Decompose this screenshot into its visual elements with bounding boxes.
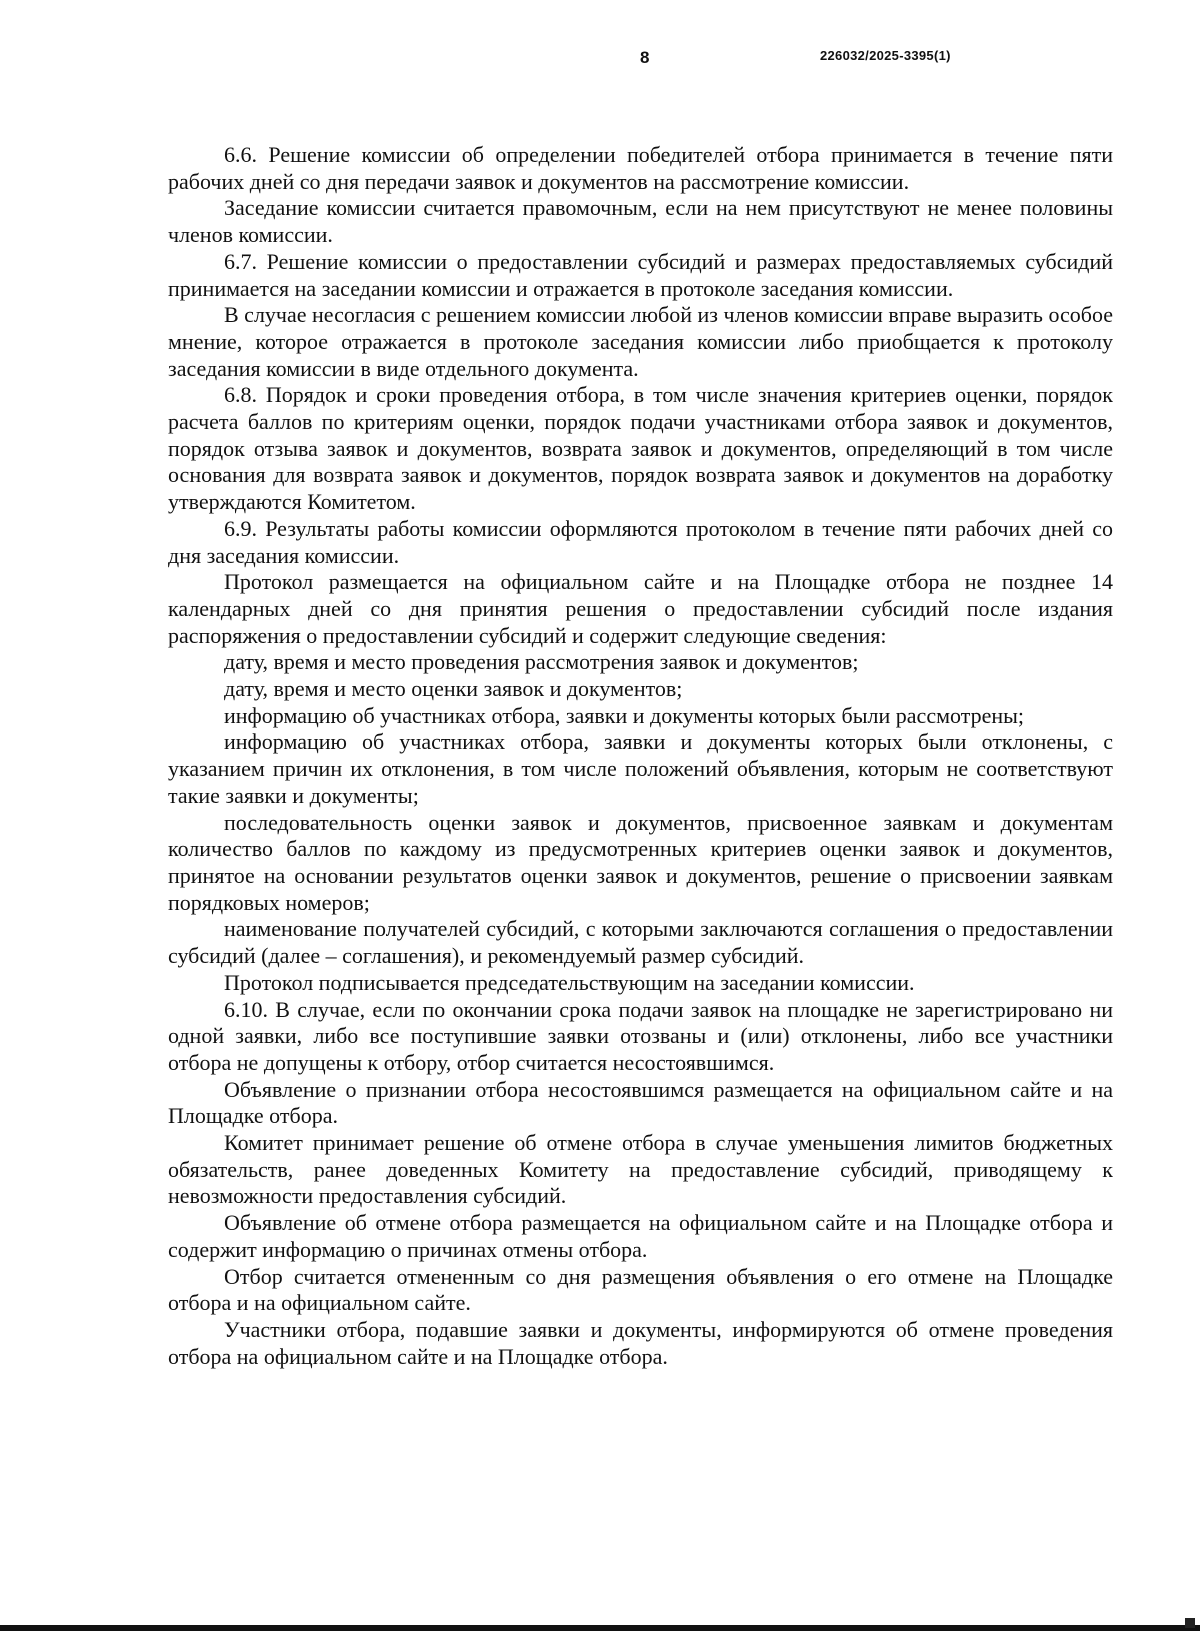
paragraph-protocol-publication: Протокол размещается на официальном сайте и на Площадке отбора не позднее 14 календарных дней со дня принятия решения о предоставлении субсидий после издания распоряжения о предоставлении субсидий и содержит следующие сведения: — [168, 569, 1113, 648]
paragraph-cancellation-decision: Комитет принимает решение об отмене отбора в случае уменьшения лимитов бюджетных обязательств, ранее доведенных Комитету на предоставление субсидий, приводящему к невозможности предоставления субсидий. — [168, 1130, 1113, 1209]
list-item-recipients: наименование получателей субсидий, с которыми заключаются соглашения о предоставлении субсидий (далее – соглашения), и рекомендуемый размер субсидий. — [168, 916, 1113, 969]
paragraph-6-8: 6.8. Порядок и сроки проведения отбора, в том числе значения критериев оценки, порядок расчета баллов по критериям оценки, порядок подачи участниками отбора заявок и документов, порядок отзыва заявок и документов, возврата заявок и документов, определяющий в том числе основания для возврата заявок и документов, порядок возврата заявок и документов на доработку утверждаются Комитетом. — [168, 382, 1113, 515]
paragraph-quorum: Заседание комиссии считается правомочным, если на нем присутствуют не менее половины членов комиссии. — [168, 195, 1113, 248]
paragraph-protocol-signing: Протокол подписывается председательствующим на заседании комиссии. — [224, 969, 915, 995]
document-body — [168, 142, 1113, 1370]
paragraph-cancellation-effective: Отбор считается отмененным со дня размещения объявления о его отмене на Площадке отбора и на официальном сайте. — [168, 1263, 1113, 1316]
scan-edge-line — [0, 1625, 1200, 1631]
paragraph-cancellation-announcement: Объявление об отмене отбора размещается на официальном сайте и на Площадке отбора и содержит информацию о причинах отмены отбора. — [168, 1210, 1113, 1262]
scan-artifact — [1185, 1618, 1195, 1628]
page-number: 8 — [640, 48, 650, 67]
list-item-reviewed-participants: информацию об участниках отбора, заявки и документы которых были рассмотрены; — [224, 702, 1025, 728]
paragraph-dissent: В случае несогласия с решением комиссии любой из членов комиссии вправе выразить особое мнение, которое отражается в протоколе заседания комиссии либо приобщается к протоколу заседания комиссии в виде отдельного документа. — [168, 302, 1113, 381]
document-number: 226032/2025-3395(1) — [820, 48, 951, 63]
paragraph-6-9: 6.9. Результаты работы комиссии оформляются протоколом в течение пяти рабочих дней со дня заседания комиссии. — [168, 515, 1113, 568]
list-item-evaluation-order: последовательность оценки заявок и документов, присвоенное заявкам и документам количество баллов по каждому из предусмотренных критериев оценки заявок и документов, принятое на основании результатов оценки заявок и документов, решение о присвоении заявкам порядковых номеров; — [168, 809, 1113, 915]
paragraph-6-10: 6.10. В случае, если по окончании срока подачи заявок на площадке не зарегистрировано ни одной заявки, либо все поступившие заявки отозваны и (или) отклонены, либо все участники отбора не допущены к отбору, отбор считается несостоявшимся. — [168, 996, 1113, 1075]
paragraph-6-6: 6.6. Решение комиссии об определении победителей отбора принимается в течение пяти рабочих дней со дня передачи заявок и документов на рассмотрение комиссии. — [168, 142, 1113, 194]
list-item-evaluation-date: дату, время и место оценки заявок и документов; — [224, 676, 683, 702]
paragraph-6-7: 6.7. Решение комиссии о предоставлении субсидий и размерах предоставляемых субсидий принимается на заседании комиссии и отражается в протоколе заседания комиссии. — [168, 248, 1113, 301]
list-item-rejected-participants: информацию об участниках отбора, заявки и документы которых были отклонены, с указанием причин их отклонения, в том числе положений объявления, которым не соответствуют такие заявки и документы; — [168, 729, 1113, 808]
paragraph-participants-informed: Участники отбора, подавшие заявки и документы, информируются об отмене проведения отбора на официальном сайте и на Площадке отбора. — [168, 1316, 1113, 1369]
list-item-review-date: дату, время и место проведения рассмотрения заявок и документов; — [224, 649, 859, 675]
paragraph-failed-announcement: Объявление о признании отбора несостоявшимся размещается на официальном сайте и на Площадке отбора. — [168, 1076, 1113, 1129]
